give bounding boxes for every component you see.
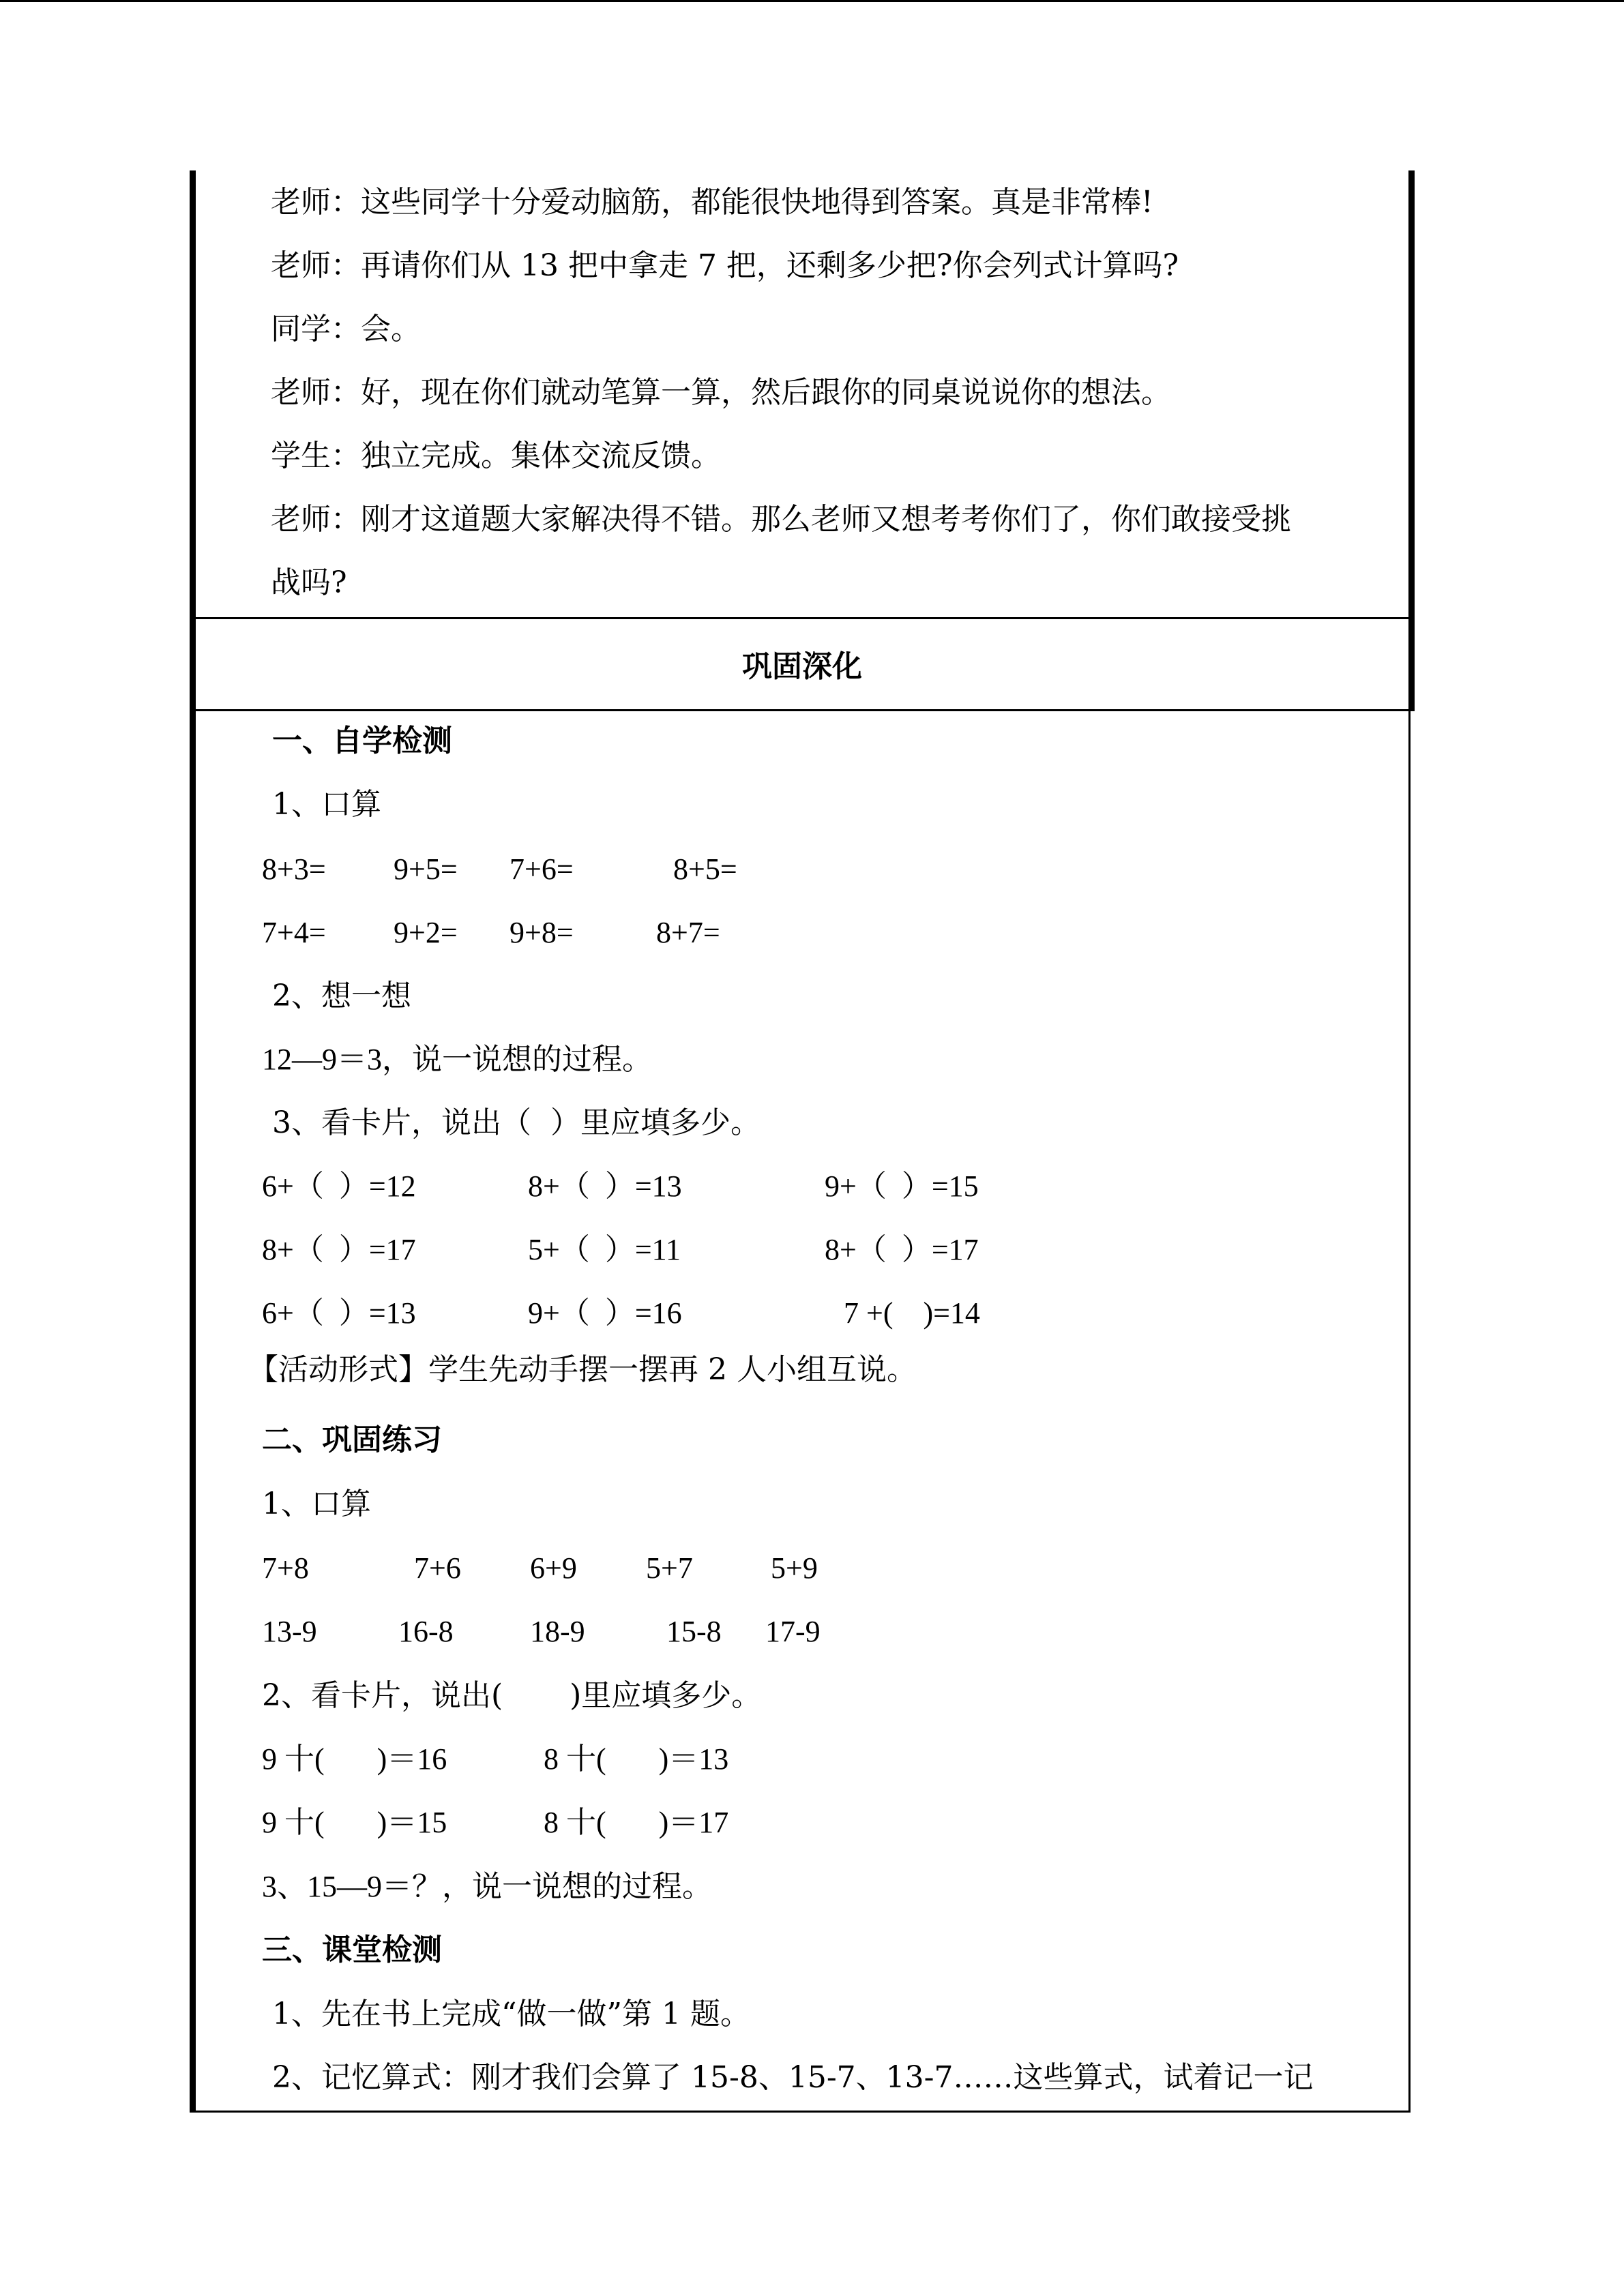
part1-q1-cell: 9+8= xyxy=(510,916,574,949)
part2-q1-cell: 7+8 xyxy=(262,1551,309,1585)
activity-note: 【活动形式】学生先动手摆一摆再 2 人小组互说。 xyxy=(248,1352,917,1387)
lesson-table xyxy=(190,170,1411,2113)
part2-q2-cell: 8 十( )＝13 xyxy=(544,1742,729,1776)
part2-title: 二、巩固练习 xyxy=(262,1422,442,1457)
part2-q2-cell: 9 十( )＝16 xyxy=(262,1742,447,1776)
part2-q1-cell: 16-8 xyxy=(398,1615,454,1648)
part1-q1-cell: 8+5= xyxy=(673,852,737,886)
part1-q1-cell: 8+3= xyxy=(262,852,326,886)
part1-q3-cell: 9+（ ）=16 xyxy=(528,1296,682,1330)
part3-title: 三、课堂检测 xyxy=(262,1933,442,1967)
part2-q1-cell: 18-9 xyxy=(530,1615,585,1648)
part2-q3: 3、15—9＝？，说一说想的过程。 xyxy=(262,1870,712,1903)
part1-q3-cell: 8+（ ）=13 xyxy=(528,1169,682,1203)
page-top-rule xyxy=(0,0,1624,2)
part1-q1-cell: 7+6= xyxy=(510,852,574,886)
table-right-border-thick xyxy=(1411,170,1415,711)
part1-q1-cell: 9+5= xyxy=(394,852,458,886)
part2-q1-cell: 17-9 xyxy=(765,1615,821,1648)
part1-title: 一、自学检测 xyxy=(272,724,452,758)
part1-q1-label: 1、口算 xyxy=(272,787,381,822)
dialogue-line: 老师：好，现在你们就动笔算一算，然后跟你的同桌说说你的想法。 xyxy=(271,375,1171,410)
dialogue-line: 老师：刚才这道题大家解决得不错。那么老师又想考考你们了，你们敢接受挑 xyxy=(271,502,1291,537)
part2-q1-cell: 13-9 xyxy=(262,1615,317,1648)
part1-q3-cell: 8+（ ）=17 xyxy=(262,1233,416,1266)
dialogue-cell xyxy=(196,170,1408,617)
dialogue-line: 战吗? xyxy=(271,565,347,600)
part1-q2-text: 12—9＝3，说一说想的过程。 xyxy=(262,1043,652,1076)
part1-q1-cell: 7+4= xyxy=(262,916,326,949)
dialogue-line: 学生：独立完成。集体交流反馈。 xyxy=(271,438,721,473)
part1-q3-cell: 9+（ ）=15 xyxy=(825,1169,979,1203)
part2-q2-cell: 8 十( )＝17 xyxy=(544,1806,729,1839)
part1-q1-cell: 9+2= xyxy=(394,916,458,949)
part1-q2-label: 2、想一想 xyxy=(272,979,411,1013)
part2-q1-cell: 15-8 xyxy=(666,1615,722,1648)
dialogue-line: 同学：会。 xyxy=(271,312,421,346)
part2-q2-label: 2、看卡片，说出( )里应填多少。 xyxy=(262,1678,762,1713)
part1-q3-cell: 6+（ ）=13 xyxy=(262,1296,416,1330)
part1-q3-label: 3、看卡片，说出（ ）里应填多少。 xyxy=(272,1105,761,1140)
part1-q1-cell: 8+7= xyxy=(656,916,720,949)
part2-q1-cell: 7+6 xyxy=(414,1551,461,1585)
part1-q3-cell: 6+（ ）=12 xyxy=(262,1169,416,1203)
part2-q2-cell: 9 十( )＝15 xyxy=(262,1806,447,1839)
part2-q1-label: 1、口算 xyxy=(262,1487,371,1521)
part2-q1-cell: 5+9 xyxy=(771,1551,818,1585)
dialogue-line: 老师：这些同学十分爱动脑筋，都能很快地得到答案。真是非常棒! xyxy=(271,185,1153,220)
part1-q3-cell: 5+（ ）=11 xyxy=(528,1233,681,1266)
dialogue-line: 老师：再请你们从 13 把中拿走 7 把，还剩多少把?你会列式计算吗? xyxy=(271,248,1179,283)
part2-q1-cell: 6+9 xyxy=(530,1551,577,1585)
part3-item: 2、记忆算式：刚才我们会算了 15-8、15-7、13-7……这些算式，试着记一记 xyxy=(272,2060,1314,2095)
part1-q3-cell: 7 +( )=14 xyxy=(844,1296,980,1330)
row-divider xyxy=(196,709,1415,711)
section-heading: 巩固深化 xyxy=(742,648,862,684)
part3-item: 1、先在书上完成“做一做”第 1 题。 xyxy=(272,1997,750,2031)
part1-q3-cell: 8+（ ）=17 xyxy=(825,1233,979,1266)
part2-q1-cell: 5+7 xyxy=(646,1551,693,1585)
